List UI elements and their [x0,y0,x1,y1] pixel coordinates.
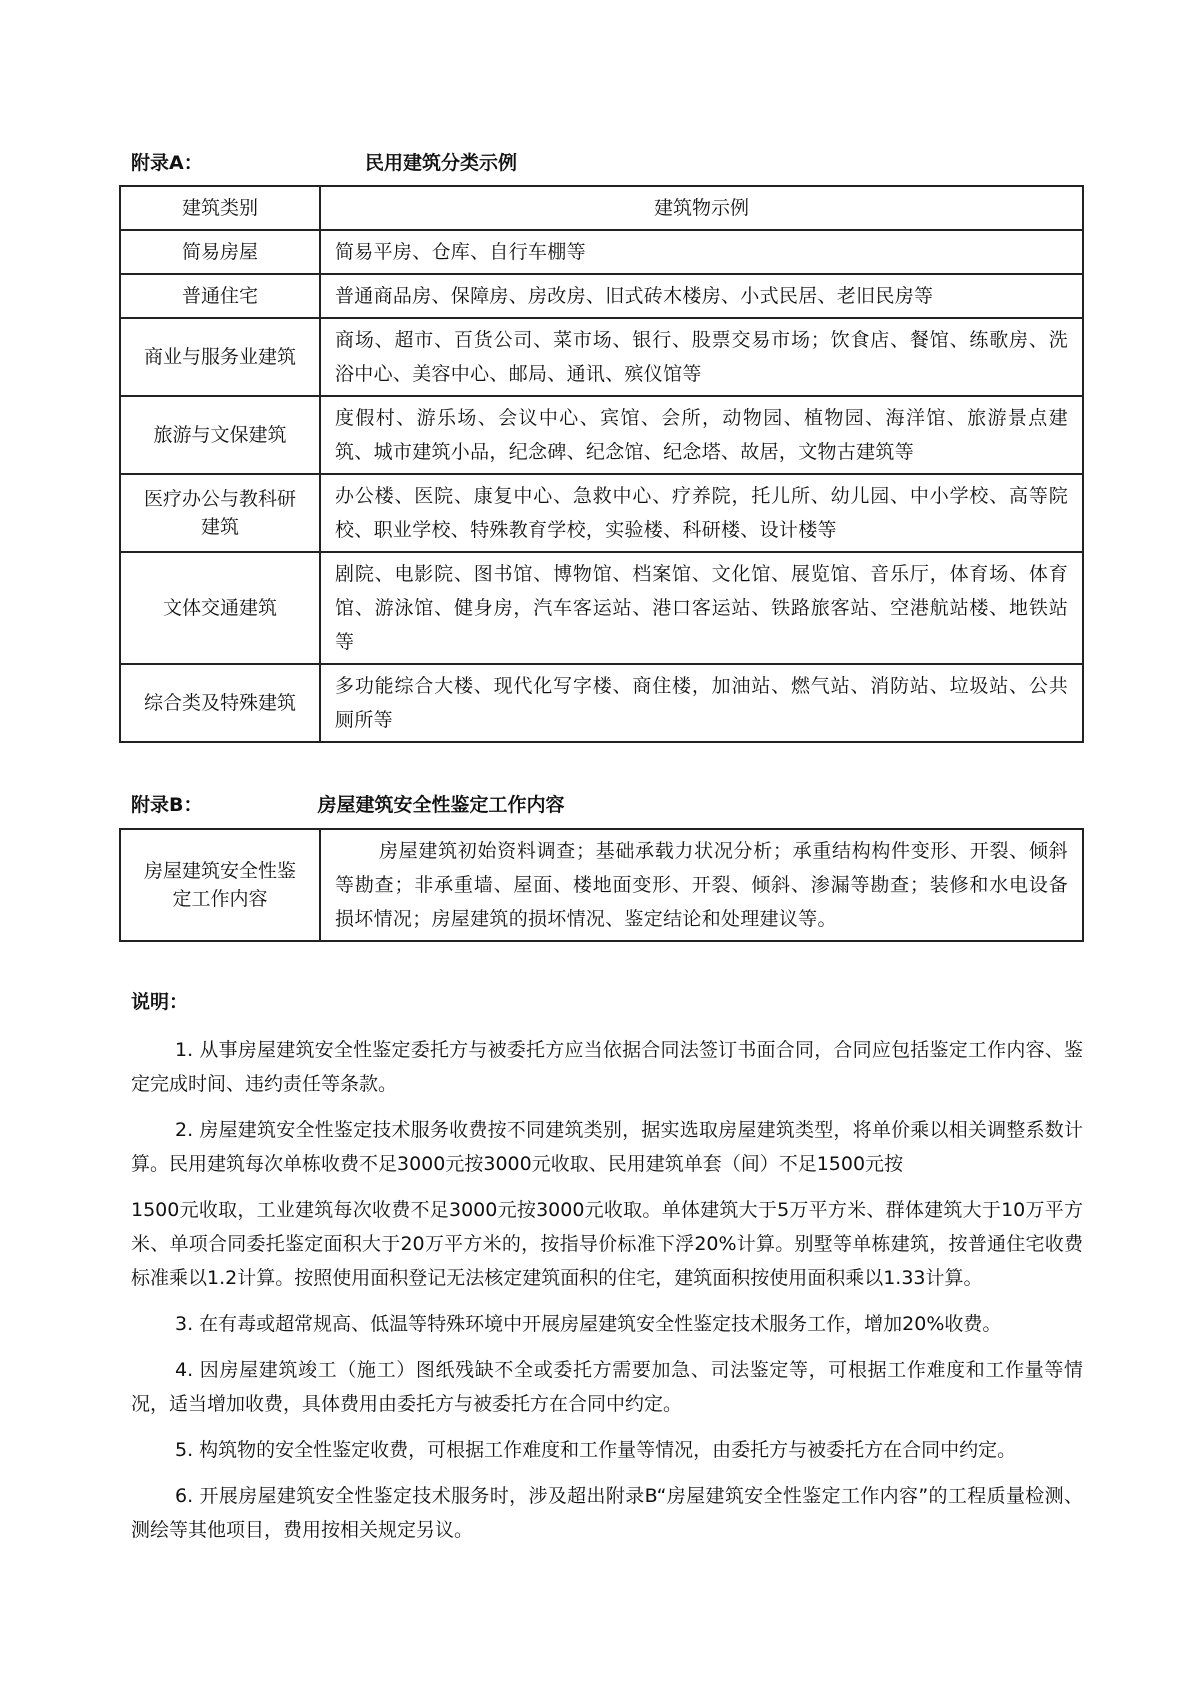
appendix-b-title: 房屋建筑安全性鉴定工作内容 [317,794,565,816]
table-row [120,474,1083,552]
notes-heading: 说明： [131,991,189,1013]
table-header-row [120,186,1083,230]
note-item: 1500元收取，工业建筑每次收费不足3000元按3000元收取。单体建筑大于5万平方米、群体建筑大于10万平方米、单项合同委托鉴定面积大于20万平方米的，按指导价标准下浮20%计算。别墅等单栋建筑，按普通住宅收费标准乘以1.2计算。按照使用面积登记无法核定建筑面积的住宅，建筑面积按使用面积乘以1.33计算。 [131,1199,1083,1289]
row-examples: 普通商品房、保障房、房改房、旧式砖木楼房、小式民居、老旧民房等 [320,274,1083,318]
appendix-a-label: 附录A： [131,152,203,174]
table-row [120,664,1083,742]
table-row [120,318,1083,396]
header-category: 建筑类别 [120,186,320,230]
row-category: 商业与服务业建筑 [120,318,320,396]
note-item: 4. 因房屋建筑竣工（施工）图纸残缺不全或委托方需要加急、司法鉴定等，可根据工作难度和工作量等情况，适当增加收费，具体费用由委托方与被委托方在合同中约定。 [131,1359,1083,1415]
appendix-b-label: 附录B： [131,794,203,816]
table-row [120,396,1083,474]
row-category: 文体交通建筑 [120,552,320,664]
building-classification-table [119,185,1084,743]
header-examples: 建筑物示例 [320,186,1083,230]
note-item: 1. 从事房屋建筑安全性鉴定委托方与被委托方应当依据合同法签订书面合同，合同应包括鉴定工作内容、鉴定完成时间、违约责任等条款。 [131,1039,1083,1095]
row-examples: 商场、超市、百货公司、菜市场、银行、股票交易市场；饮食店、餐馆、练歌房、洗浴中心、美容中心、邮局、通讯、殡仪馆等 [320,318,1083,396]
table-row [120,274,1083,318]
row-category: 简易房屋 [120,230,320,274]
note-item: 2. 房屋建筑安全性鉴定技术服务收费按不同建筑类别，据实选取房屋建筑类型，将单价乘以相关调整系数计算。民用建筑每次单栋收费不足3000元按3000元收取、民用建筑单套（间）不足1500元按 [131,1119,1083,1175]
table-row [120,829,1083,941]
notes-section [131,985,1083,1559]
row-category: 旅游与文保建筑 [120,396,320,474]
row-examples: 剧院、电影院、图书馆、博物馆、档案馆、文化馆、展览馆、音乐厅，体育场、体育馆、游泳馆、健身房，汽车客运站、港口客运站、铁路旅客站、空港航站楼、地铁站等 [320,552,1083,664]
appendix-a-heading [131,148,1091,178]
table-row [120,552,1083,664]
table-row [120,230,1083,274]
note-item: 5. 构筑物的安全性鉴定收费，可根据工作难度和工作量等情况，由委托方与被委托方在合同中约定。 [175,1439,1017,1461]
appendix-b-heading [131,790,1091,820]
row-category: 普通住宅 [120,274,320,318]
row-category: 房屋建筑安全性鉴定工作内容 [120,829,320,941]
appraisal-content-table [119,828,1084,942]
row-category: 综合类及特殊建筑 [120,664,320,742]
row-examples: 简易平房、仓库、自行车棚等 [320,230,1083,274]
row-content: 房屋建筑初始资料调查；基础承载力状况分析；承重结构构件变形、开裂、倾斜等勘查；非承重墙、屋面、楼地面变形、开裂、倾斜、渗漏等勘查；装修和水电设备损坏情况；房屋建筑的损坏情况、鉴定结论和处理建议等。 [320,829,1083,941]
row-examples: 度假村、游乐场、会议中心、宾馆、会所，动物园、植物园、海洋馆、旅游景点建筑、城市建筑小品，纪念碑、纪念馆、纪念塔、故居，文物古建筑等 [320,396,1083,474]
note-item: 6. 开展房屋建筑安全性鉴定技术服务时，涉及超出附录B“房屋建筑安全性鉴定工作内容”的工程质量检测、测绘等其他项目，费用按相关规定另议。 [131,1485,1083,1541]
note-item: 3. 在有毒或超常规高、低温等特殊环境中开展房屋建筑安全性鉴定技术服务工作，增加20%收费。 [175,1313,1002,1335]
row-examples: 多功能综合大楼、现代化写字楼、商住楼，加油站、燃气站、消防站、垃圾站、公共厕所等 [320,664,1083,742]
appendix-a-title: 民用建筑分类示例 [364,152,517,174]
row-examples: 办公楼、医院、康复中心、急救中心、疗养院，托儿所、幼儿园、中小学校、高等院校、职业学校、特殊教育学校，实验楼、科研楼、设计楼等 [320,474,1083,552]
row-category: 医疗办公与教科研建筑 [120,474,320,552]
